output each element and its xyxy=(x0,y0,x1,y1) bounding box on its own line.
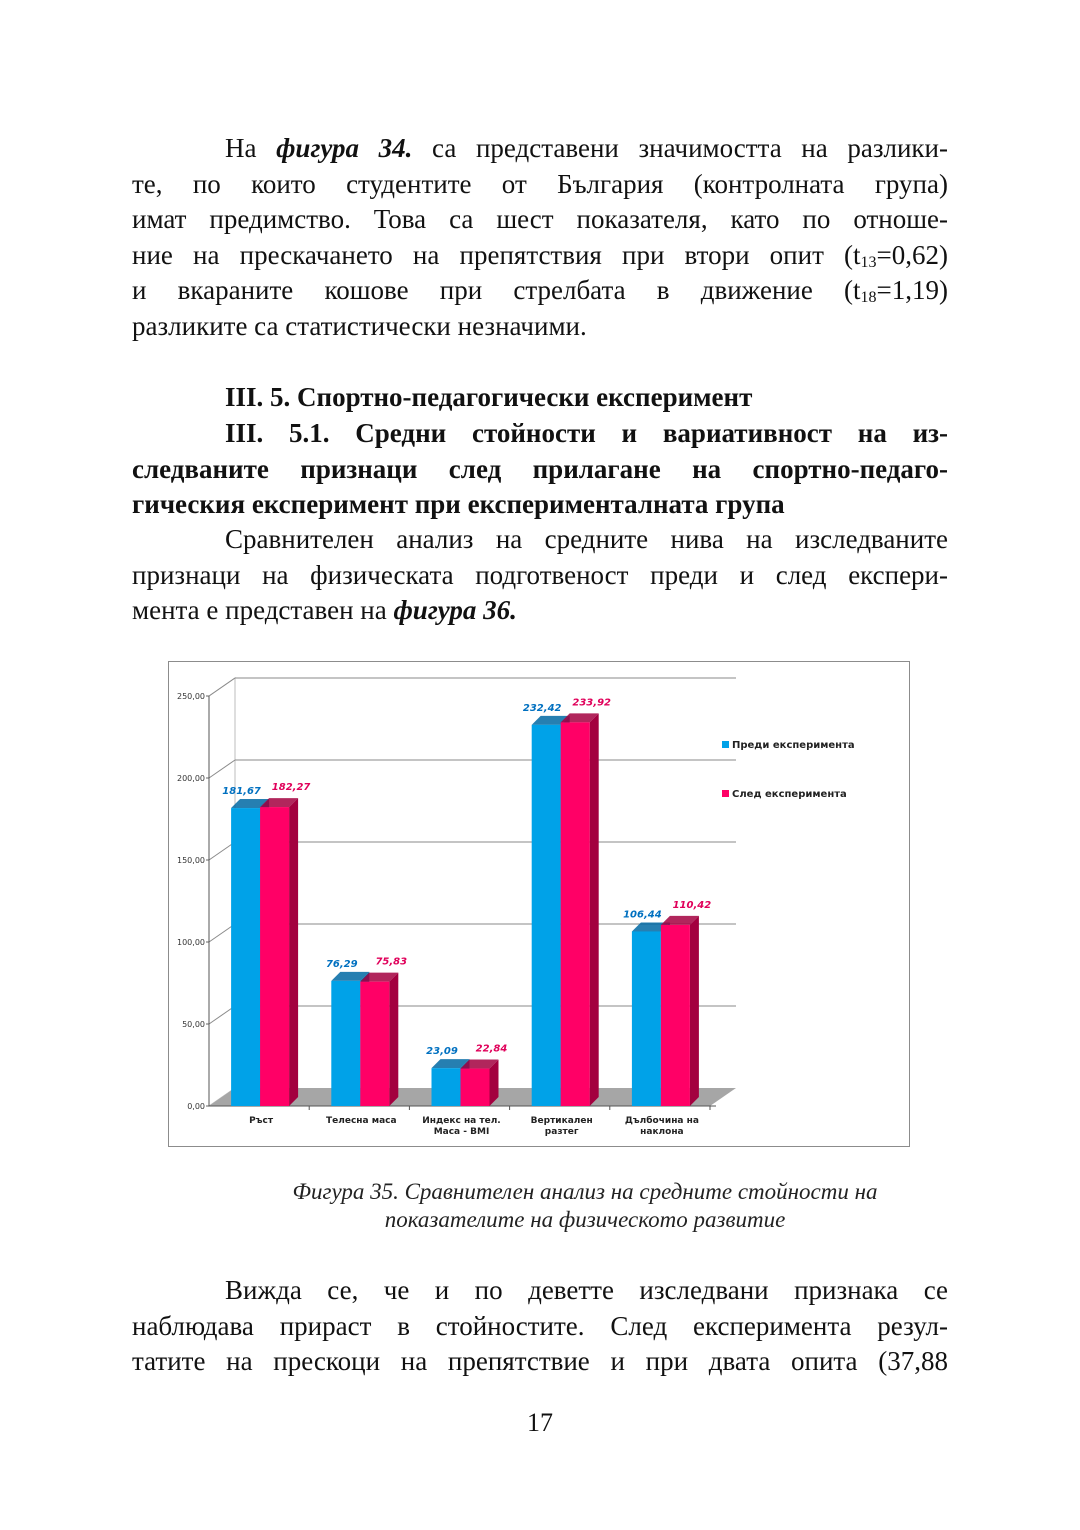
x-tick-label: разтег xyxy=(544,1127,579,1137)
bar xyxy=(360,982,389,1106)
paragraph-3 xyxy=(132,1273,948,1380)
bar xyxy=(432,1068,461,1106)
data-label: 181,67 xyxy=(222,786,261,798)
y-tick-label: 250,00 xyxy=(177,692,205,701)
legend-swatch xyxy=(722,790,729,797)
y-tick-label: 50,00 xyxy=(182,1020,205,1029)
data-label: 22,84 xyxy=(475,1043,508,1055)
x-tick-label: Индекс на тел. xyxy=(422,1116,501,1126)
para2-line3: мента е представен на фигура 36. xyxy=(132,595,517,625)
bar xyxy=(561,722,590,1106)
para2-line2: признаци на физическата подготвеност преди и след експери- xyxy=(132,559,948,590)
para3-line3: татите на прескоци на препятствие и при двата опита (37,88 xyxy=(132,1346,948,1376)
para3-line2: наблюдава прираст в стойностите. След експеримента резул- xyxy=(132,1310,948,1341)
y-tick-label: 200,00 xyxy=(177,774,205,783)
subsection-heading xyxy=(132,416,948,523)
data-label: 76,29 xyxy=(325,958,358,970)
x-tick-label: Маса - BMI xyxy=(433,1127,490,1137)
para1-line3: имат предимство. Това са шест показателя, като по отноше- xyxy=(132,204,948,234)
bar-side xyxy=(289,798,298,1106)
page-number: 17 xyxy=(527,1408,553,1437)
bar-chart xyxy=(168,661,910,1147)
figure-caption: Фигура 35. Сравнителен анализ на средните стойности на показателите на физическото развитие xyxy=(292,1179,878,1232)
x-tick-label: Телесна маса xyxy=(326,1116,397,1126)
y-tick-label: 100,00 xyxy=(177,938,205,947)
bar-side xyxy=(590,713,599,1106)
data-label: 233,92 xyxy=(572,697,611,709)
heading2-line1: III. 5.1. Средни стойности и вариативност на из- xyxy=(225,418,948,448)
y-tick-label: 150,00 xyxy=(177,856,205,865)
bar xyxy=(231,808,260,1106)
legend-label: След експеримента xyxy=(732,789,847,800)
bar xyxy=(632,931,661,1106)
bar xyxy=(661,925,690,1106)
para1-line5: и вкараните кошове при стрелбата в движение $(t_{18}=1,19)$ xyxy=(132,275,948,306)
x-tick-label: Вертикален xyxy=(530,1116,593,1126)
para1-line1: На фигура 34. са представени значимостта на разлики- xyxy=(225,133,948,163)
data-label: 232,42 xyxy=(522,702,562,714)
para1-line4: ние на прескачането на препятствия при втори опит $(t_{13}=0,62)$ xyxy=(132,239,948,271)
para1-line2: те, по които студентите от България (контролната група) xyxy=(132,168,948,199)
paragraph-1 xyxy=(132,131,948,344)
para1-line6: разликите са статистически незначими. xyxy=(132,310,587,341)
data-label: 75,83 xyxy=(375,956,408,968)
para3-line1: Вижда се, че и по деветте изследвани признака се xyxy=(225,1275,948,1305)
x-tick-label: Дълбочина на xyxy=(624,1116,699,1126)
data-label: 110,42 xyxy=(672,899,712,911)
x-tick-label: наклона xyxy=(640,1127,684,1137)
bar-side xyxy=(389,973,398,1106)
data-label: 182,27 xyxy=(271,782,311,794)
bar xyxy=(260,807,289,1106)
bar xyxy=(461,1069,490,1106)
data-label: 106,44 xyxy=(623,909,662,921)
paragraph-2 xyxy=(132,522,948,629)
bar xyxy=(331,981,360,1106)
legend-label: Преди експеримента xyxy=(732,740,855,751)
data-label: 23,09 xyxy=(426,1046,458,1058)
para2-line1: Сравнителен анализ на средните нива на изследваните xyxy=(225,524,948,554)
bar-side xyxy=(690,916,699,1106)
bar xyxy=(532,725,561,1106)
heading2-line3: гическия експеримент при експерименталната група xyxy=(132,489,785,519)
legend-swatch xyxy=(722,741,729,748)
heading2-line2: следваните признаци след прилагане на спортно-педаго- xyxy=(132,453,948,484)
section-heading: III. 5. Спортно-педагогически експеримент xyxy=(225,382,753,412)
chart-canvas xyxy=(169,662,909,1146)
y-tick-label: 0,00 xyxy=(187,1102,205,1111)
x-tick-label: Ръст xyxy=(249,1116,274,1126)
